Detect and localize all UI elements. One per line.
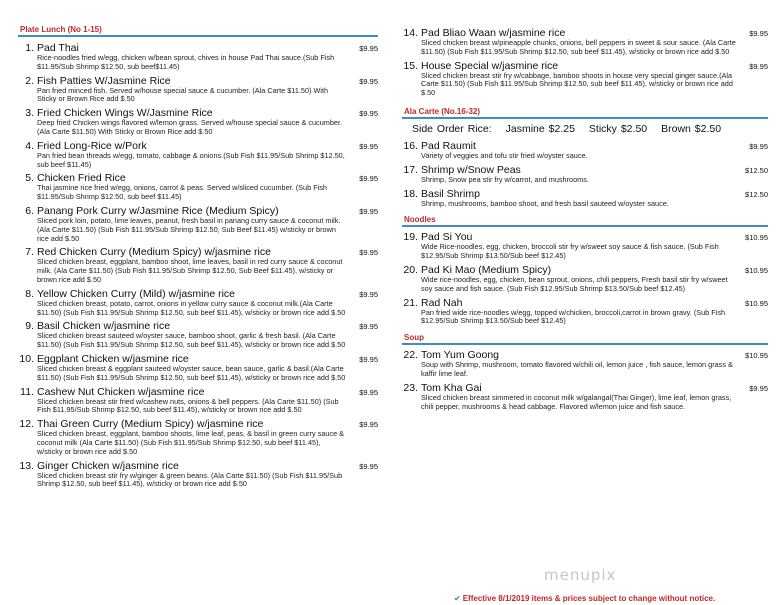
menu-item (402, 188, 768, 209)
item-name: Pad Thai (37, 42, 79, 54)
item-name: Eggplant Chicken w/jasmine rice (37, 352, 189, 365)
side-order-rice (402, 117, 768, 137)
item-price: $9.95 (359, 354, 378, 364)
item-number: 9. (25, 320, 34, 333)
section-header-ala-carte: Ala Carte (No.16-32) (402, 106, 768, 117)
menu-item (18, 107, 378, 137)
item-name: Pad Si You (421, 231, 473, 244)
item-number: 20. (403, 263, 418, 276)
item-price: $9.95 (359, 174, 378, 184)
menu-item (402, 231, 768, 261)
item-price: $10.95 (745, 265, 768, 275)
item-price: $9.95 (359, 461, 378, 471)
menu-item (18, 386, 378, 416)
item-name: Yellow Chicken Curry (Mild) w/jasmine rice (37, 287, 235, 300)
item-price: $9.95 (359, 420, 378, 430)
item-number: 13. (19, 459, 34, 472)
plate-lunch-list (18, 42, 378, 489)
side-order-label: Side Order Rice: (412, 122, 492, 135)
item-number: 11. (20, 385, 34, 398)
item-number: 22. (403, 349, 418, 362)
item-number: 19. (403, 231, 418, 244)
menu-item (402, 297, 768, 327)
item-number: 10. (19, 352, 34, 365)
item-price: $12.50 (745, 189, 768, 199)
item-name: Thai Green Curry (Medium Spicy) w/jasmine rice (37, 418, 264, 431)
item-price: $12.50 (745, 165, 768, 175)
menu-item (18, 172, 378, 202)
item-number: 16. (403, 139, 418, 152)
item-description: Sliced chicken breast w/pineapple chunks, onions, bell peppers in sweet & sour sauce. (Ala Carte $11.50) (Sub Fish $11.95/Sub Shrimp $12.50, sub beef $11.45), w/sticky or brown rice add $.50 (421, 38, 736, 56)
menu-item (402, 264, 768, 294)
menu-item-row (402, 382, 768, 394)
noodles-list (402, 231, 768, 326)
menu-item (18, 353, 378, 383)
section-header-noodles: Noodles (402, 214, 768, 225)
item-price: $9.95 (749, 61, 768, 71)
menu-item (402, 27, 768, 57)
item-name: Chicken Fried Rice (37, 172, 126, 185)
item-description: Wide rice-noodles, egg, chicken, bean sprout, onions, chili peppers, Fresh basil stir fry w/sweet soy sauce and fish sauce. (Sub Fish $12.95/Sub Shrimp $13.50/Sub beef $12.45) (421, 274, 728, 293)
notice-text: Effective 8/1/2019 items & prices subject to change without notice. (462, 594, 716, 603)
item-description: Sliced chicken breast stir fried w/cashew nuts, onions & bell peppers. (Ala Carte $11.50) (Sub Fish $11.95/Sub Shrimp $12.50, sub beef $11.45), w/sticky or brown rice add $.50 (37, 396, 339, 415)
item-name: Panang Pork Curry w/Jasmine Rice (Medium Spicy) (37, 204, 279, 217)
item-name: Basil Chicken w/jasmine rice (37, 320, 171, 333)
item-price: $10.95 (745, 233, 768, 243)
item-number: 15. (403, 59, 418, 72)
item-description: Sliced chicken breast, potato, carrot, onions in yellow curry sauce & coconut milk.(Ala Carte $11.50) (Sub Fish $11.95/Sub Shrimp $12.50, sub beef $11.45), w/sticky or brown rice add $.50 (37, 298, 346, 317)
item-description: Sliced chicken breast stir fry w/ginger & green beans. (Ala Carte $11.50) (Sub Fish $11.95/Sub Shrimp $12.50, sub beef $11.45), w/sticky or brown rice add $.50 (37, 470, 343, 489)
item-name: House Special w/jasmine rice (421, 59, 559, 72)
menu-item (402, 349, 768, 379)
item-price: $9.95 (359, 141, 378, 151)
item-name: Tom Kha Gai (421, 381, 482, 394)
menu-item-row (18, 75, 378, 87)
item-description: Sliced pork loin, potato, lime leaves, peanut, fresh basil in panang curry sauce & coconut milk. (Ala Carte $11.50) (Sub Fish $11.95/Sub Shrimp $12.50, Sub Beef $11.45) w/sticky or brown rice add $.50 (37, 215, 341, 243)
item-name: Fried Long-Rice w/Pork (37, 139, 147, 152)
item-description: Soup with Shrimp, mushroom, tomato flavored w/chili oil, lemon juice , fish sauce, lemon grass & kaffir lime leaf. (421, 360, 733, 378)
item-number: 1. (25, 42, 34, 54)
item-name: Pad Ki Mao (Medium Spicy) (421, 263, 552, 276)
item-description: Pan fried minced fish. Served w/house special sauce & cucumber. (Ala Carte $11.50) With Sticky or Brown Rice add $.50 (37, 85, 329, 104)
item-number: 6. (25, 204, 34, 217)
item-description: Wide Rice-noodles, egg, chicken, broccoli stir fry w/sweet soy sauce & fish sauce. (Sub Fish $12.95/Sub Shrimp $13.50/Sub beef $12.45) (421, 242, 719, 261)
item-number: 17. (403, 163, 418, 176)
menu-item (18, 460, 378, 490)
left-column (18, 24, 378, 489)
menu-item-row (18, 288, 378, 300)
item-name: Red Chicken Curry (Medium Spicy) w/jasmine rice (37, 246, 271, 259)
item-number: 12. (19, 418, 34, 431)
item-price: $9.95 (749, 141, 768, 151)
price-change-notice (454, 594, 715, 603)
item-number: 7. (25, 246, 34, 259)
item-description: Pan fried wide rice-noodles w/egg, topped w/chicken, broccoli,carrot in brown gravy. (Sub Fish $12.95/Sub Shrimp $13.50/Sub beef $12.45) (421, 307, 726, 326)
item-name: Pad Raumit (421, 139, 476, 152)
item-price: $9.95 (749, 29, 768, 38)
menu-item-row (402, 188, 768, 200)
item-number: 14. (403, 27, 418, 39)
item-description: Sliced chicken breast & eggplant sauteed w/oyster sauce, bean sauce, garlic & basil.(Ala Carte $11.50) (Sub Fish $11.95/Sub Shrimp $12.50, sub beef $11.45), w/sticky or brown rice add $.50 (37, 363, 346, 382)
item-price: $9.95 (359, 44, 378, 53)
item-number: 8. (25, 287, 34, 300)
side-order-brown: Brown $2.50 (661, 122, 722, 135)
item-price: $9.95 (359, 289, 378, 299)
item-name: Cashew Nut Chicken w/jasmine rice (37, 385, 205, 398)
item-description: Sliced chicken breast simmered in coconut milk w/galangal(Thai Ginger), lime leaf, lemon grass, chili pepper, mushrooms & head cabbage. Flavored w/lemon juice and fish sauce. (421, 392, 732, 411)
side-order-jasmine: Jasmine $2.25 (505, 122, 575, 135)
section-header-soup: Soup (402, 332, 768, 343)
item-description: Variety of veggies and tofu stir fried w/oyster sauce. (421, 150, 588, 160)
item-number: 23. (403, 381, 418, 394)
item-price: $9.95 (359, 76, 378, 86)
menu-item-row (18, 386, 378, 398)
item-name: Rad Nah (421, 296, 463, 309)
item-price: $9.95 (749, 383, 768, 393)
item-name: Pad Bliao Waan w/jasmine rice (421, 27, 566, 39)
item-number: 2. (25, 74, 34, 87)
item-price: $9.95 (359, 248, 378, 258)
item-name: Basil Shrimp (421, 187, 480, 200)
item-name: Fried Chicken Wings W/Jasmine Rice (37, 107, 213, 120)
item-description: Thai jasmine rice fried w/egg, onions, carrot & peas. Served w/sliced cucumber. (Sub Fish $11.95/Sub Shrimp $12.50, sub beef $11.45) (37, 183, 327, 202)
item-description: Deep fried Chicken wings flavored w/lemon grass. Served w/house special sauce & cucumber.(Ala Carte $11.50) With Sticky or Brown Rice add $.50 (37, 118, 342, 136)
menu-item (18, 288, 378, 318)
item-name: Fish Patties W/Jasmine Rice (37, 74, 171, 87)
section-header-plate-lunch: Plate Lunch (No 1-15) (18, 24, 378, 35)
right-column (402, 24, 768, 411)
item-name: Tom Yum Goong (421, 349, 500, 362)
menu-item (402, 164, 768, 185)
item-price: $10.95 (745, 298, 768, 308)
menu-item (18, 205, 378, 243)
menu-item (18, 140, 378, 170)
item-number: 18. (403, 187, 418, 200)
menu-item-row (402, 164, 768, 176)
item-number: 3. (25, 107, 34, 120)
menu-item (18, 418, 378, 456)
menu-item-row (18, 140, 378, 152)
menu-item (402, 382, 768, 412)
soup-list (402, 349, 768, 411)
item-price: $9.95 (359, 322, 378, 332)
check-icon: ✔ (454, 594, 461, 603)
plate-lunch-list-continued (402, 27, 768, 98)
menupix-watermark: menupix (544, 566, 617, 584)
item-description: Sliced chicken breast, eggplant, bamboo shoot, lime leaves, basil in red curry sauce & coconut milk. (Ala Carte $11.50) (Sub Fish $11.95/Sub Shrimp $12.50, Sub Beef $11.45), w/sticky or brown rice add $.50 (37, 257, 343, 284)
item-price: $10.95 (745, 351, 768, 361)
side-order-sticky: Sticky $2.50 (588, 122, 648, 135)
menu-item-row (18, 460, 378, 472)
menu-item-row (402, 60, 768, 72)
item-description: Sliced chicken breast sauteed w/oyster sauce, bamboo shoot, garlic & fresh basil. (Ala Carte $11.50) (Sub Fish $11.95/Sub Shrimp $12.50, sub beef $11.45), w/sticky or brown rice add $.50 (37, 331, 346, 350)
ala-carte-list (402, 140, 768, 208)
item-price: $9.95 (359, 109, 378, 119)
item-number: 21. (403, 296, 418, 309)
item-price: $9.95 (359, 206, 378, 216)
item-description: Pan fried bean threads w/egg, tomato, cabbage & onions.(Sub Fish $11.95/Sub Shrimp $12.50, sub beef $11.45) (37, 150, 345, 169)
item-description: Shrimp, mushrooms, bamboo shoot, and fresh basil sauteed w/oyster sauce. (421, 198, 669, 208)
item-description: Shrimp, Snow pea stir fry w/carrot, and mushrooms. (421, 174, 589, 184)
item-description: Sliced chicken breast, eggplant, bamboo shoots, lime leaf, peas, & basil in green curry sauce & coconut milk (Ala Carte $11.50) (Sub Fish $11.95/Sub Shrimp $12.50, sub beef $11.45), w/sticky or brown rice add $.50 (37, 429, 345, 456)
item-number: 5. (25, 172, 34, 185)
menu-item (18, 42, 378, 72)
menu-item (18, 320, 378, 350)
menu-item (402, 140, 768, 161)
item-name: Ginger Chicken w/jasmine rice (37, 459, 179, 472)
menu-item (18, 75, 378, 105)
item-price: $9.95 (359, 387, 378, 397)
menu-item (18, 246, 378, 284)
menu-item-row (402, 297, 768, 309)
item-number: 4. (25, 139, 34, 152)
item-description: Sliced chicken breast stir fry w/cabbage, bamboo shoots in house very special ginger sauce.(Ala Carte $11.50) (Sub Fish $11.95/Sub Shrimp $12.50, sub beef $11.45), w/sticky or brown rice add $.50 (421, 70, 733, 98)
item-name: Shrimp w/Snow Peas (421, 163, 521, 176)
menu-item (402, 60, 768, 98)
item-description: Rice-noodles fried w/egg, chicken w/bean sprout, chives in house Pad Thai sauce.(Sub Fish $11.95/Sub Shrimp $12.50, sub beef$11.45) (37, 53, 335, 71)
